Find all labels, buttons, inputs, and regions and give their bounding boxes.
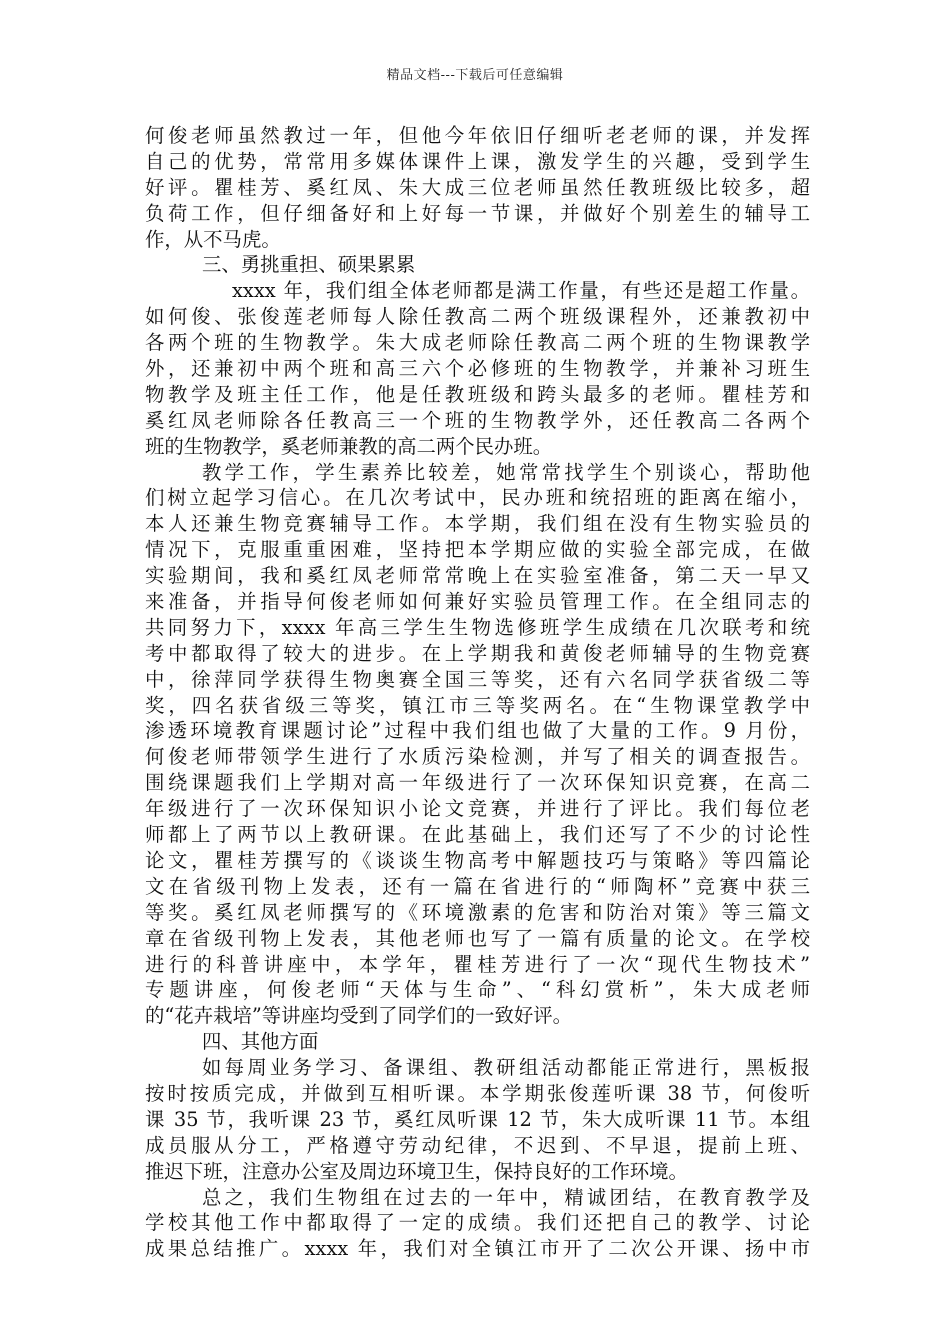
text-line: 实验期间，我和奚红凤老师常常晚上在实验室准备，第二天一早又 — [145, 564, 810, 588]
text-line: 外，还兼初中两个班和高三六个必修班的生物教学，并兼补习班生 — [145, 357, 810, 381]
document-body — [145, 123, 810, 1262]
text-line: 推迟下班，注意办公室及周边环境卫生，保持良好的工作环境。 — [145, 1159, 688, 1183]
page-header: 精品文档---下载后可任意编辑 — [386, 68, 564, 83]
text-line: 专题讲座，何俊老师“天体与生命”、“科幻赏析”，朱大成老师 — [145, 978, 810, 1002]
text-line: 论文，瞿桂芳撰写的《谈谈生物高考中解题技巧与策略》等四篇论 — [145, 848, 810, 872]
text-line: 进行的科普讲座中，本学年，瞿桂芳进行了一次“现代生物技术” — [145, 952, 810, 976]
text-line: xxxx 年，我们组全体老师都是满工作量，有些还是超工作量。 — [232, 279, 810, 303]
text-line: 何俊老师带领学生进行了水质污染检测，并写了相关的调查报告。 — [145, 745, 810, 769]
text-line: 物教学及班主任工作，他是任教班级和跨头最多的老师。瞿桂芳和 — [145, 382, 810, 406]
text-line: 何俊老师虽然教过一年，但他今年依旧仔细听老老师的课，并发挥 — [145, 124, 810, 147]
text-line: 来准备，并指导何俊老师如何兼好实验员管理工作。在全组同志的 — [145, 590, 810, 614]
text-line: 学校其他工作中都取得了一定的成绩。我们还把自己的教学、讨论 — [145, 1211, 810, 1235]
text-line: 考中都取得了较大的进步。在上学期我和黄俊老师辅导的生物竞赛 — [145, 641, 810, 665]
text-line: 课 35 节，我听课 23 节，奚红凤听课 12 节，朱大成听课 11 节。本组 — [145, 1107, 810, 1131]
text-line: 等奖。奚红凤老师撰写的《环境激素的危害和防治对策》等三篇文 — [145, 900, 810, 924]
text-line: 教学工作，学生素养比较差，她常常找学生个别谈心，帮助他 — [202, 460, 810, 484]
text-line: 奖，四名获省级三等奖，镇江市三等奖两名。在“生物课堂教学中 — [145, 693, 810, 717]
section-heading: 三、勇挑重担、硕果累累 — [202, 253, 416, 277]
text-line: 总之，我们生物组在过去的一年中，精诚团结，在教育教学及 — [202, 1185, 810, 1209]
text-line: 成员服从分工，严格遵守劳动纪律，不迟到、不早退，提前上班、 — [145, 1133, 810, 1157]
text-line: 文在省级刊物上发表，还有一篇在省进行的“师陶杯”竞赛中获三 — [145, 874, 810, 898]
text-line: 的“花卉栽培”等讲座均受到了同学们的一致好评。 — [145, 1004, 573, 1028]
text-line: 年级进行了一次环保知识小论文竞赛，并进行了评比。我们每位老 — [145, 797, 810, 821]
text-line: 围绕课题我们上学期对高一年级进行了一次环保知识竞赛，在高二 — [145, 771, 810, 795]
text-line: 各两个班的生物教学。朱大成老师除任教高二两个班的生物课教学 — [145, 331, 810, 355]
text-line: 班的生物教学，奚老师兼教的高二两个民办班。 — [145, 434, 553, 458]
text-line: 共同努力下，xxxx 年高三学生生物选修班学生成绩在几次联考和统 — [145, 615, 810, 639]
text-line: 如何俊、张俊莲老师每人除任教高二两个班级课程外，还兼教初中 — [145, 305, 810, 329]
text-line: 奚红凤老师除各任教高三一个班的生物教学外，还任教高二各两个 — [145, 408, 810, 432]
text-line: 按时按质完成，并做到互相听课。本学期张俊莲听课 38 节，何俊听 — [145, 1081, 811, 1105]
text-line: 章在省级刊物上发表，其他老师也写了一篇有质量的论文。在学校 — [145, 926, 810, 950]
text-line: 负荷工作，但仔细备好和上好每一节课，并做好个别差生的辅导工 — [145, 201, 810, 225]
text-line: 成果总结推广。xxxx 年，我们对全镇江市开了二次公开课、扬中市 — [145, 1237, 810, 1261]
text-line: 自己的优势，常常用多媒体课件上课，激发学生的兴趣，受到学生 — [145, 149, 810, 173]
text-line: 师都上了两节以上教研课。在此基础上，我们还写了不少的讨论性 — [145, 823, 810, 847]
section-heading: 四、其他方面 — [202, 1030, 319, 1054]
text-line: 渗透环境教育课题讨论”过程中我们组也做了大量的工作。9 月份， — [145, 719, 810, 743]
text-line: 作，从不马虎。 — [145, 227, 281, 251]
text-line: 中，徐萍同学获得生物奥赛全国三等奖，还有六名同学获省级二等 — [145, 667, 810, 691]
text-line: 本人还兼生物竞赛辅导工作。本学期，我们组在没有生物实验员的 — [145, 512, 810, 536]
text-line: 如每周业务学习、备课组、教研组活动都能正常进行，黑板报 — [202, 1056, 810, 1080]
text-line: 们树立起学习信心。在几次考试中，民办班和统招班的距离在缩小， — [145, 486, 810, 510]
text-line: 情况下，克服重重困难，坚持把本学期应做的实验全部完成，在做 — [145, 538, 810, 562]
text-line: 好评。瞿桂芳、奚红凤、朱大成三位老师虽然任教班级比较多，超 — [145, 175, 810, 199]
